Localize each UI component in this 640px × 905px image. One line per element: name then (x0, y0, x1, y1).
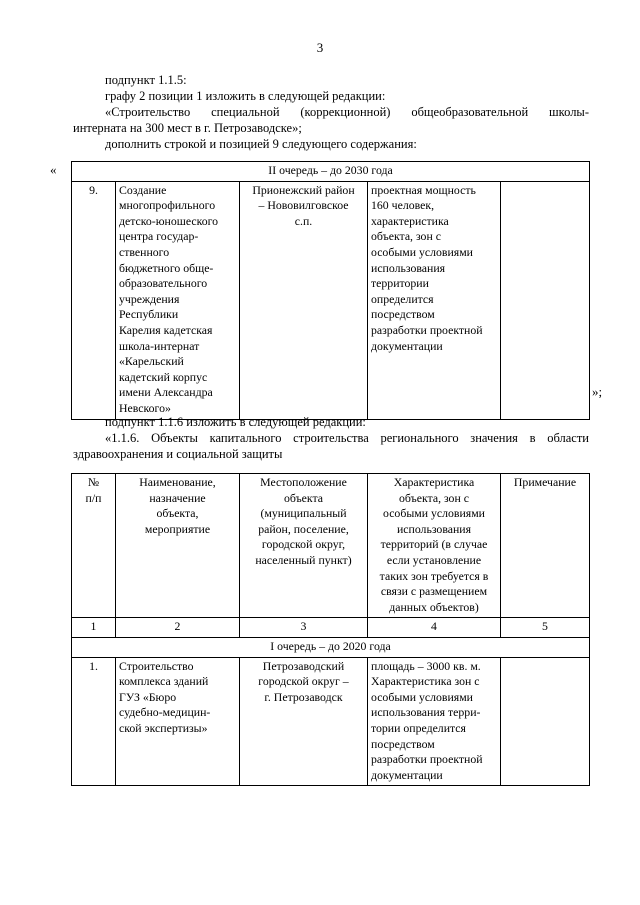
header-line: № (87, 475, 100, 489)
row-number: 9. (72, 181, 116, 419)
construction-line-2: интерната на 300 мест в г. Петрозаводске»; (73, 121, 302, 135)
characteristic-cell (368, 181, 501, 419)
location-line: г. Петрозаводск (264, 689, 343, 704)
characteristic-line: тории определится (371, 720, 466, 735)
characteristic-line: посредством (371, 307, 435, 322)
open-quote: « (50, 162, 57, 177)
table-stage-2 (71, 161, 590, 420)
table-health-objects (71, 473, 590, 786)
characteristic-line: 160 человек, (371, 198, 435, 213)
header-line: Местоположение (260, 475, 347, 489)
name-line: образовательного (119, 276, 208, 291)
object-name-cell (116, 181, 240, 419)
characteristic-line: документации (371, 767, 443, 782)
note-cell (501, 657, 590, 786)
section-line-2: здравоохранения и социальной защиты (73, 447, 283, 461)
header-line: назначение (149, 490, 206, 505)
header-line: использования (396, 521, 472, 536)
header-line: таких зон требуется в (379, 568, 489, 583)
characteristic-cell (368, 657, 501, 786)
header-line: п/п (85, 490, 102, 505)
characteristic-line: территории (371, 276, 429, 291)
name-line: ственного (119, 244, 170, 259)
location-line: городской округ – (258, 674, 349, 689)
characteristic-line: использования терри- (371, 705, 481, 720)
characteristic-line: разработки проектной (371, 322, 483, 337)
header-line: Характеристика (393, 475, 475, 489)
header-line: территорий (в случае (380, 537, 488, 552)
header-note: Примечание (501, 474, 590, 618)
construction-line-1: «Строительство специальной (коррекционной) общеобразовательной школы- (105, 105, 589, 119)
name-line: Карелия кадетская (119, 322, 213, 337)
stage-2-header: II очередь – до 2030 года (72, 162, 590, 182)
characteristic-line: определится (371, 291, 434, 306)
header-line: связи с размещением (380, 584, 488, 599)
subpoint-115: подпункт 1.1.5: (105, 73, 187, 87)
name-line: «Карельский (119, 354, 184, 369)
name-line: школа-интернат (119, 338, 200, 353)
characteristic-line: проектная мощность (371, 182, 476, 197)
characteristic-line: особыми условиями (371, 689, 473, 704)
name-line: Строительство (119, 658, 194, 673)
col-number: 5 (501, 618, 590, 638)
stage-header-row (72, 637, 590, 657)
header-line: если установление (386, 552, 482, 567)
name-line: Республики (119, 307, 179, 322)
header-row (72, 474, 590, 618)
header-line: населенный пункт) (255, 552, 352, 567)
name-line: центра государ- (119, 229, 199, 244)
name-line: многопрофильного (119, 198, 216, 213)
stage-header-row (72, 162, 590, 182)
header-num (72, 474, 116, 618)
name-line: комплекса зданий (119, 674, 209, 689)
characteristic-line: особыми условиями (371, 244, 473, 259)
name-line: ской экспертизы» (119, 720, 208, 735)
header-characteristic (368, 474, 501, 618)
col-number: 4 (368, 618, 501, 638)
location-cell (240, 181, 368, 419)
characteristic-line: характеристика (371, 213, 449, 228)
name-line: бюджетного обще- (119, 260, 214, 275)
row-number: 1. (72, 657, 116, 786)
name-line: кадетский корпус (119, 369, 208, 384)
col-number: 2 (116, 618, 240, 638)
header-line: (муниципальный (260, 506, 347, 521)
location-line: – Нововилговское (258, 198, 349, 213)
close-quote: »; (592, 384, 603, 399)
column-numbers-row (72, 618, 590, 638)
stage-1-header: I очередь – до 2020 года (72, 637, 590, 657)
header-line: Наименование, (139, 475, 216, 489)
header-line: городской округ, (261, 537, 346, 552)
graph2-instruction: графу 2 позиции 1 изложить в следующей редакции: (105, 89, 386, 103)
location-line: с.п. (294, 213, 313, 228)
object-name-cell (116, 657, 240, 786)
subpoint-116: подпункт 1.1.6 изложить в следующей редакции: (105, 415, 366, 429)
name-line: учреждения (119, 291, 180, 306)
name-line: Создание (119, 182, 167, 197)
page-number: 3 (316, 40, 324, 55)
header-line: мероприятие (144, 521, 211, 536)
name-line: Невского» (119, 400, 171, 415)
header-location (240, 474, 368, 618)
name-line: детско-юношеского (119, 213, 219, 228)
header-line: район, поселение, (258, 521, 349, 536)
characteristic-line: площадь – 3000 кв. м. (371, 658, 481, 673)
name-line: имени Александра (119, 385, 213, 400)
header-line: данных объектов) (389, 599, 479, 614)
characteristic-line: разработки проектной (371, 752, 483, 767)
characteristic-line: посредством (371, 736, 435, 751)
name-line: ГУЗ «Бюро (119, 689, 177, 704)
name-line: судебно-медицин- (119, 705, 211, 720)
characteristic-line: документации (371, 338, 443, 353)
characteristic-line: объекта, зон с (371, 229, 441, 244)
characteristic-line: Характеристика зон с (371, 674, 480, 689)
add-row-instruction: дополнить строкой и позицией 9 следующего содержания: (105, 137, 417, 151)
location-cell (240, 657, 368, 786)
section-line-1: «1.1.6. Объекты капитального строительства регионального значения в области (105, 431, 589, 445)
col-number: 1 (72, 618, 116, 638)
header-line: объекта, (156, 506, 199, 521)
location-line: Петрозаводский (262, 658, 345, 673)
note-cell (501, 181, 590, 419)
header-name (116, 474, 240, 618)
table-row (72, 657, 590, 786)
header-line: особыми условиями (383, 506, 485, 521)
header-line: объекта (283, 490, 324, 505)
table-row (72, 181, 590, 419)
col-number: 3 (240, 618, 368, 638)
characteristic-line: использования (371, 260, 446, 275)
location-line: Прионежский район (252, 182, 355, 197)
header-line: объекта, зон с (399, 490, 469, 505)
